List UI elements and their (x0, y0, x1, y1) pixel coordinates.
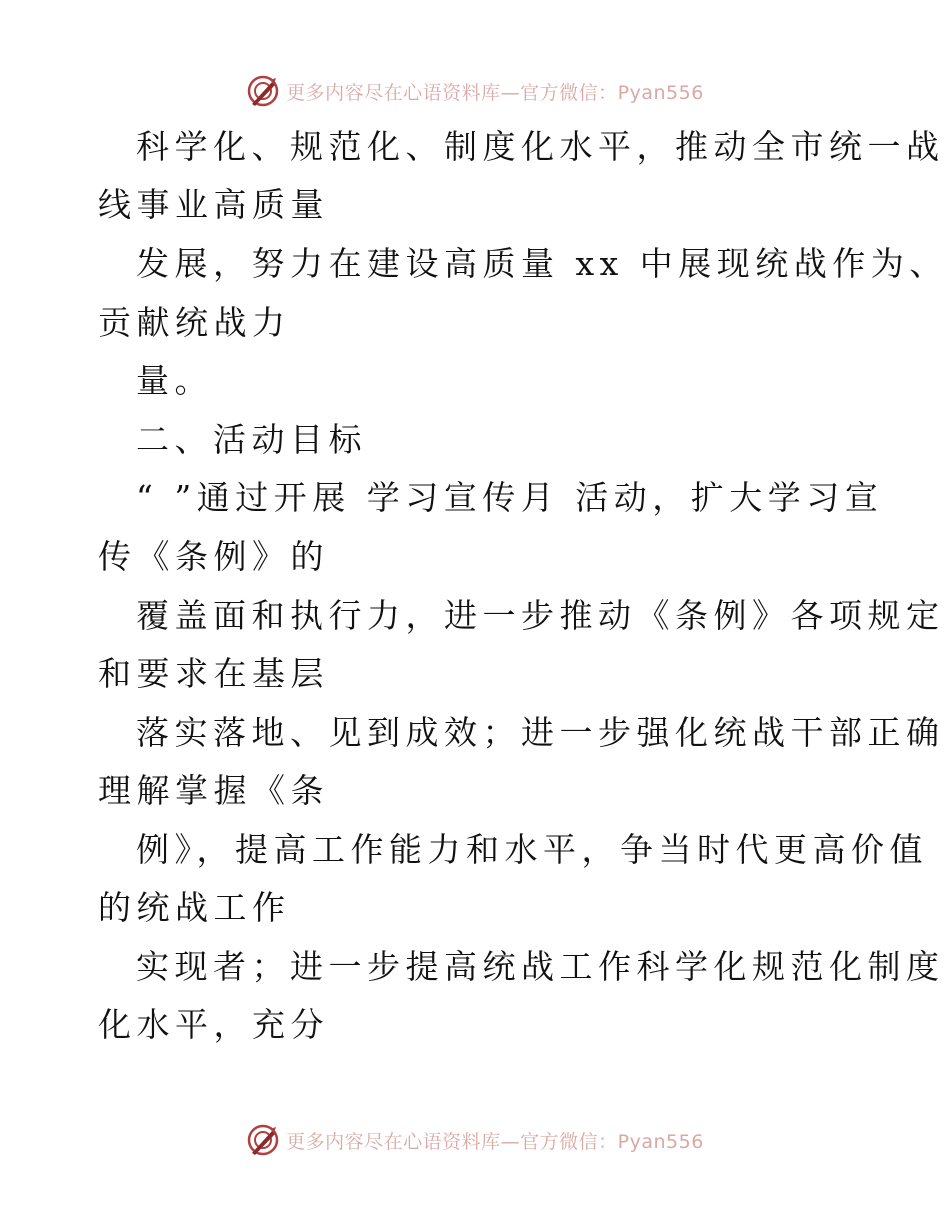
paragraph-line: 覆盖面和执行力，进一步推动《条例》各项规定 (136, 596, 945, 635)
paragraph-line: 线事业高质量 (98, 185, 329, 224)
paragraph-line: 贡献统战力 (98, 303, 291, 342)
paragraph-line: 化水平，充分 (98, 1005, 329, 1044)
paragraph-line: 的统战工作 (98, 888, 291, 927)
paragraph-line: 发展，努力在建设高质量 xx 中展现统战作为、 (136, 244, 948, 283)
paragraph-line: 和要求在基层 (98, 654, 329, 693)
paragraph-line: 传《条例》的 (98, 537, 329, 576)
footer-watermark-text: 更多内容尽在心语资料库—官方微信：Pyan556 (286, 1130, 704, 1153)
paragraph-line: 例》，提高工作能力和水平，争当时代更高价值 (136, 830, 928, 869)
paragraph-line: 实现者；进一步提高统战工作科学化规范化制度 (136, 947, 945, 986)
quill-seal-icon (246, 1123, 280, 1157)
paragraph-line: 量。 (136, 361, 213, 400)
paragraph-line: “ ”通过开展 学习宣传月 活动，扩大学习宣 (136, 478, 884, 517)
paragraph-line: 落实落地、见到成效；进一步强化统战干部正确 (136, 713, 945, 752)
header-watermark (0, 71, 950, 111)
section-heading: 二、活动目标 (136, 420, 367, 459)
header-watermark-text: 更多内容尽在心语资料库—官方微信：Pyan556 (286, 81, 704, 104)
quill-seal-icon (246, 74, 280, 108)
paragraph-line: 科学化、规范化、制度化水平，推动全市统一战 (136, 127, 945, 166)
footer-watermark (0, 1120, 950, 1160)
paragraph-line: 理解掌握《条 (98, 771, 329, 810)
